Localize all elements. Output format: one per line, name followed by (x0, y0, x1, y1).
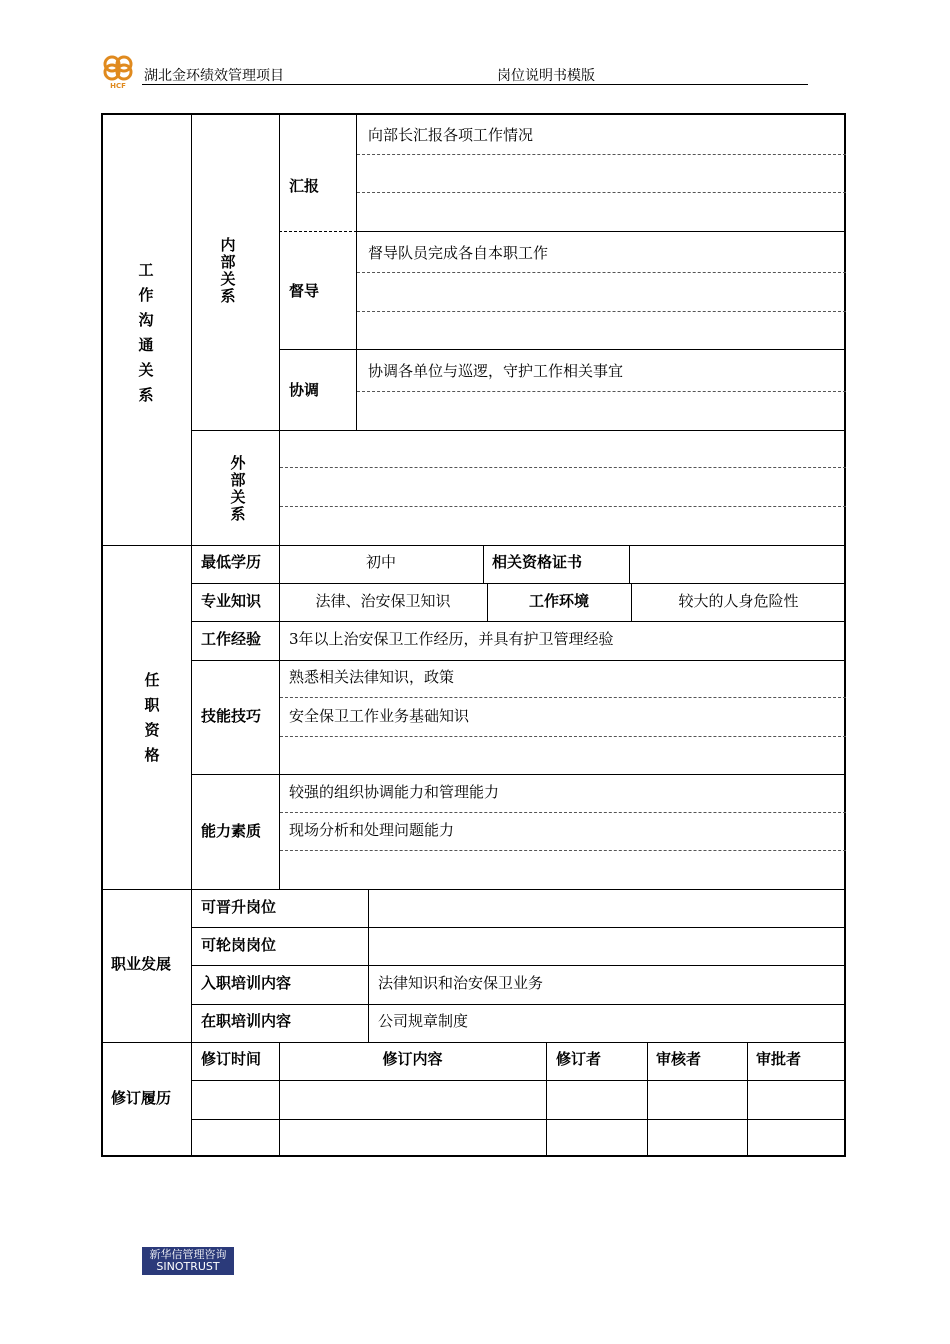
revision-header-content: 修订内容 (382, 1050, 443, 1068)
promotion-label: 可晋升岗位 (201, 898, 277, 916)
section-communication: 工 作 沟 通 关 系 (138, 261, 154, 404)
internal-relations-label: 内 部 关 系 (220, 236, 236, 305)
inservice-training-value: 公司规章制度 (378, 1012, 469, 1030)
revision-header-reviser: 修订者 (556, 1050, 602, 1068)
company-logo (100, 52, 140, 90)
section-qualification: 任 职 资 格 (144, 671, 160, 764)
revision-header-time: 修订时间 (201, 1050, 262, 1068)
min-education-value: 初中 (365, 553, 396, 571)
document-title: 岗位说明书模版 (497, 68, 595, 84)
job-description-table (101, 113, 846, 1157)
supervise-line-1: 督导队员完成各自本职工作 (368, 244, 549, 262)
external-relations-label: 外 部 关 系 (230, 454, 246, 523)
svg-text:HCF: HCF (110, 82, 126, 90)
revision-header-approver: 审批者 (756, 1050, 802, 1068)
coordinate-label: 协调 (289, 381, 320, 399)
min-education-label: 最低学历 (201, 553, 262, 571)
report-line-1: 向部长汇报各项工作情况 (368, 126, 534, 144)
knowledge-label: 专业知识 (201, 592, 262, 610)
skills-line-1: 熟悉相关法律知识，政策 (289, 668, 455, 686)
report-label: 汇报 (289, 177, 320, 195)
inservice-training-label: 在职培训内容 (201, 1012, 292, 1030)
onboarding-training-label: 入职培训内容 (201, 974, 292, 992)
footer-logo: 新华信管理咨询 SINOTRUST (142, 1247, 234, 1275)
revision-header-reviewer: 审核者 (656, 1050, 702, 1068)
coordinate-line-1: 协调各单位与巡逻，守护工作相关事宜 (368, 362, 624, 380)
knowledge-value: 法律、治安保卫知识 (315, 592, 451, 610)
rotation-label: 可轮岗岗位 (201, 936, 277, 954)
ability-line-1: 较强的组织协调能力和管理能力 (289, 783, 500, 801)
section-career: 职业发展 (111, 955, 172, 973)
work-environment-value: 较大的人身危险性 (678, 592, 799, 610)
experience-label: 工作经验 (201, 630, 262, 648)
ability-line-2: 现场分析和处理问题能力 (289, 821, 455, 839)
header-rule (142, 84, 808, 85)
onboarding-training-value: 法律知识和治安保卫业务 (378, 974, 544, 992)
certificate-label: 相关资格证书 (492, 553, 583, 571)
skills-line-2: 安全保卫工作业务基础知识 (289, 707, 470, 725)
skills-label: 技能技巧 (201, 707, 262, 725)
supervise-label: 督导 (289, 282, 320, 300)
experience-value: 3年以上治安保卫工作经历，并具有护卫管理经验 (289, 630, 614, 648)
section-revision: 修订履历 (111, 1089, 172, 1107)
work-environment-label: 工作环境 (528, 592, 589, 610)
ability-label: 能力素质 (201, 822, 262, 840)
project-name: 湖北金环绩效管理项目 (144, 68, 284, 84)
